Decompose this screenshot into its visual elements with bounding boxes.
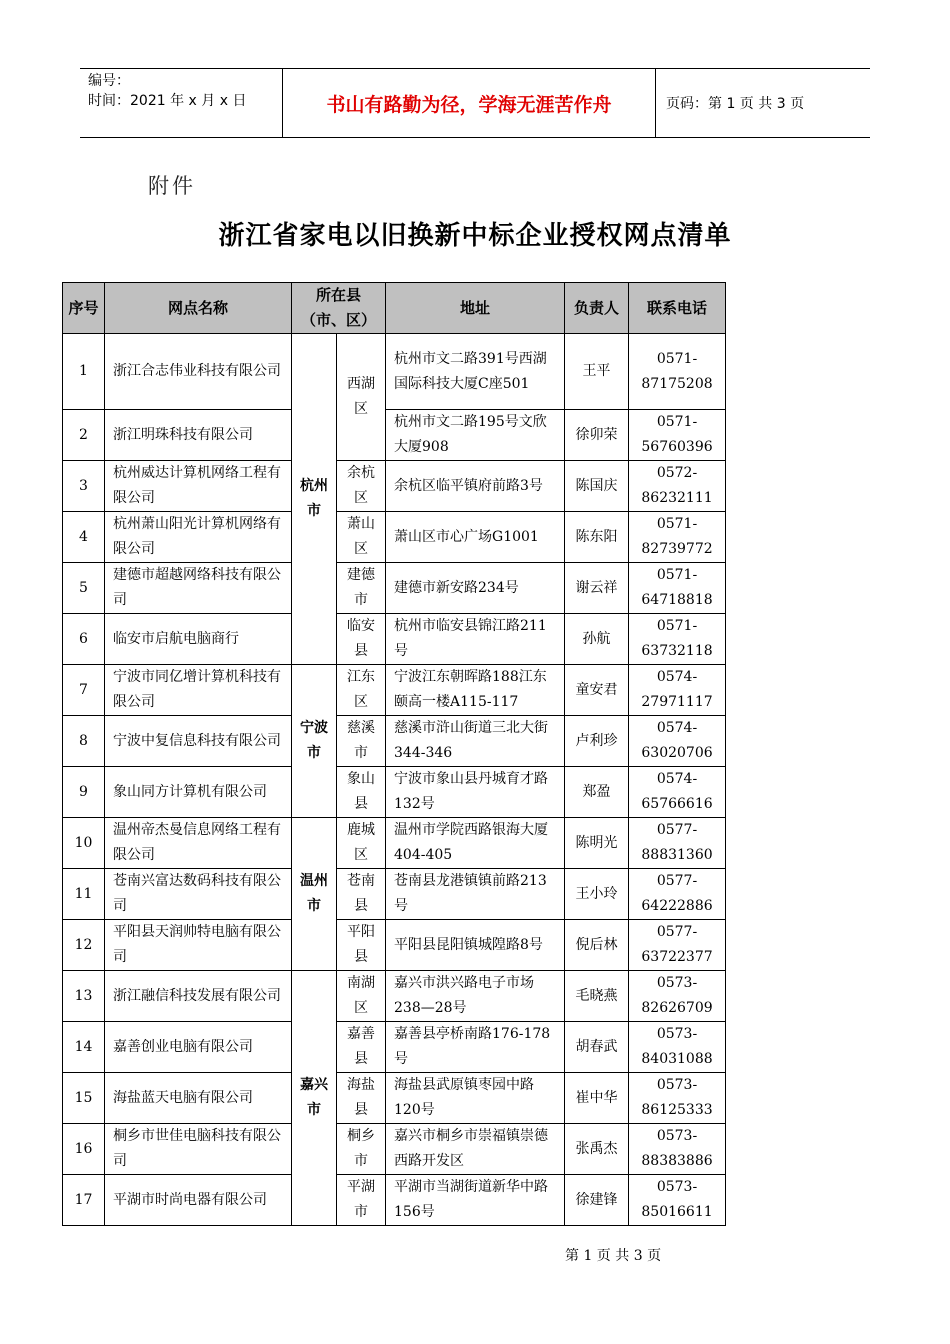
row-no: 12 bbox=[63, 920, 105, 971]
row-person: 徐建锋 bbox=[565, 1175, 629, 1226]
attachment-label: 附件 bbox=[148, 174, 196, 198]
row-name: 苍南兴富达数码科技有限公司 bbox=[105, 869, 292, 920]
table-row bbox=[63, 869, 726, 920]
table-row bbox=[63, 1175, 726, 1226]
row-name: 杭州萧山阳光计算机网络有限公司 bbox=[105, 512, 292, 563]
row-phone: 0574-27971117 bbox=[629, 665, 726, 716]
row-name: 浙江明珠科技有限公司 bbox=[105, 410, 292, 461]
row-phone: 0571-87175208 bbox=[629, 334, 726, 410]
page-label: 页码：第 1 页 共 3 页 bbox=[666, 96, 805, 112]
row-address: 平阳县昆阳镇城隍路8号 bbox=[386, 920, 565, 971]
row-phone: 0574-65766616 bbox=[629, 767, 726, 818]
motto: 书山有路勤为径，学海无涯苦作舟 bbox=[282, 69, 656, 137]
row-person: 郑盈 bbox=[565, 767, 629, 818]
row-person: 谢云祥 bbox=[565, 563, 629, 614]
row-phone: 0573-85016611 bbox=[629, 1175, 726, 1226]
table-row bbox=[63, 716, 726, 767]
row-person: 童安君 bbox=[565, 665, 629, 716]
header-no: 序号 bbox=[63, 283, 105, 334]
row-address: 杭州市文二路391号西湖国际科技大厦C座501 bbox=[386, 334, 565, 410]
row-district: 慈溪市 bbox=[337, 716, 386, 767]
row-name: 宁波市同亿增计算机科技有限公司 bbox=[105, 665, 292, 716]
header-address: 地址 bbox=[386, 283, 565, 334]
row-phone: 0571-56760396 bbox=[629, 410, 726, 461]
row-address: 建德市新安路234号 bbox=[386, 563, 565, 614]
row-district: 江东区 bbox=[337, 665, 386, 716]
row-name: 海盐蓝天电脑有限公司 bbox=[105, 1073, 292, 1124]
row-no: 8 bbox=[63, 716, 105, 767]
table-row bbox=[63, 767, 726, 818]
table-header-row bbox=[63, 283, 726, 334]
row-district: 南湖区 bbox=[337, 971, 386, 1022]
row-address: 海盐县武原镇枣园中路120号 bbox=[386, 1073, 565, 1124]
page-header bbox=[80, 68, 870, 138]
row-no: 5 bbox=[63, 563, 105, 614]
table-row bbox=[63, 334, 726, 410]
row-address: 嘉兴市桐乡市崇福镇崇德西路开发区 bbox=[386, 1124, 565, 1175]
row-phone: 0573-84031088 bbox=[629, 1022, 726, 1073]
row-address: 嘉善县亭桥南路176-178号 bbox=[386, 1022, 565, 1073]
header-name: 网点名称 bbox=[105, 283, 292, 334]
table-row bbox=[63, 818, 726, 869]
row-person: 卢利珍 bbox=[565, 716, 629, 767]
row-district: 平阳县 bbox=[337, 920, 386, 971]
row-name: 杭州威达计算机网络工程有限公司 bbox=[105, 461, 292, 512]
row-no: 17 bbox=[63, 1175, 105, 1226]
row-person: 崔中华 bbox=[565, 1073, 629, 1124]
row-no: 16 bbox=[63, 1124, 105, 1175]
row-address: 杭州市临安县锦江路211号 bbox=[386, 614, 565, 665]
row-name: 浙江合志伟业科技有限公司 bbox=[105, 334, 292, 410]
row-address: 宁波江东朝晖路188江东颐高一楼A115-117 bbox=[386, 665, 565, 716]
row-name: 平湖市时尚电器有限公司 bbox=[105, 1175, 292, 1226]
row-district: 平湖市 bbox=[337, 1175, 386, 1226]
row-person: 张禹杰 bbox=[565, 1124, 629, 1175]
table-row bbox=[63, 1124, 726, 1175]
header-county: 所在县（市、区） bbox=[292, 283, 386, 334]
row-no: 10 bbox=[63, 818, 105, 869]
row-district: 象山县 bbox=[337, 767, 386, 818]
row-phone: 0573-88383886 bbox=[629, 1124, 726, 1175]
row-no: 14 bbox=[63, 1022, 105, 1073]
row-person: 孙航 bbox=[565, 614, 629, 665]
row-name: 温州帝杰曼信息网络工程有限公司 bbox=[105, 818, 292, 869]
row-district: 萧山区 bbox=[337, 512, 386, 563]
date-label: 时间：2021 年 x 月 x 日 bbox=[88, 93, 247, 109]
table-row bbox=[63, 512, 726, 563]
row-phone: 0577-64222886 bbox=[629, 869, 726, 920]
row-no: 4 bbox=[63, 512, 105, 563]
row-address: 余杭区临平镇府前路3号 bbox=[386, 461, 565, 512]
table-row bbox=[63, 920, 726, 971]
row-no: 2 bbox=[63, 410, 105, 461]
header-person: 负责人 bbox=[565, 283, 629, 334]
row-no: 9 bbox=[63, 767, 105, 818]
table-row bbox=[63, 1022, 726, 1073]
row-district: 西湖区 bbox=[337, 334, 386, 461]
row-no: 1 bbox=[63, 334, 105, 410]
row-name: 浙江融信科技发展有限公司 bbox=[105, 971, 292, 1022]
table-row bbox=[63, 665, 726, 716]
row-name: 嘉善创业电脑有限公司 bbox=[105, 1022, 292, 1073]
row-person: 陈国庆 bbox=[565, 461, 629, 512]
document-title: 浙江省家电以旧换新中标企业授权网点清单 bbox=[218, 221, 732, 251]
row-no: 3 bbox=[63, 461, 105, 512]
row-address: 萧山区市心广场G1001 bbox=[386, 512, 565, 563]
row-person: 陈东阳 bbox=[565, 512, 629, 563]
row-no: 6 bbox=[63, 614, 105, 665]
row-name: 宁波中复信息科技有限公司 bbox=[105, 716, 292, 767]
row-no: 13 bbox=[63, 971, 105, 1022]
row-person: 王小玲 bbox=[565, 869, 629, 920]
row-name: 建德市超越网络科技有限公司 bbox=[105, 563, 292, 614]
outlet-table bbox=[62, 282, 726, 1226]
table-row bbox=[63, 563, 726, 614]
table-row bbox=[63, 461, 726, 512]
row-district: 余杭区 bbox=[337, 461, 386, 512]
table-row bbox=[63, 971, 726, 1022]
row-no: 15 bbox=[63, 1073, 105, 1124]
row-district: 苍南县 bbox=[337, 869, 386, 920]
row-person: 倪后林 bbox=[565, 920, 629, 971]
row-address: 嘉兴市洪兴路电子市场238—28号 bbox=[386, 971, 565, 1022]
row-name: 平阳县天润帅特电脑有限公司 bbox=[105, 920, 292, 971]
row-person: 毛晓燕 bbox=[565, 971, 629, 1022]
row-district: 海盐县 bbox=[337, 1073, 386, 1124]
row-district: 桐乡市 bbox=[337, 1124, 386, 1175]
row-phone: 0571-63732118 bbox=[629, 614, 726, 665]
row-address: 杭州市文二路195号文欣大厦908 bbox=[386, 410, 565, 461]
row-phone: 0572-86232111 bbox=[629, 461, 726, 512]
row-address: 平湖市当湖街道新华中路156号 bbox=[386, 1175, 565, 1226]
header-meta bbox=[80, 69, 282, 137]
row-phone: 0573-82626709 bbox=[629, 971, 726, 1022]
row-district: 临安县 bbox=[337, 614, 386, 665]
code-label: 编号： bbox=[88, 73, 130, 89]
row-phone: 0571-82739772 bbox=[629, 512, 726, 563]
row-phone: 0577-88831360 bbox=[629, 818, 726, 869]
row-person: 王平 bbox=[565, 334, 629, 410]
row-person: 徐卯荣 bbox=[565, 410, 629, 461]
city-cell: 温州市 bbox=[292, 818, 337, 971]
row-address: 宁波市象山县丹城育才路132号 bbox=[386, 767, 565, 818]
table-row bbox=[63, 1073, 726, 1124]
row-person: 胡春武 bbox=[565, 1022, 629, 1073]
page-footer: 第 1 页 共 3 页 bbox=[565, 1248, 662, 1264]
table-row bbox=[63, 410, 726, 461]
row-address: 慈溪市浒山街道三北大街344-346 bbox=[386, 716, 565, 767]
city-cell: 宁波市 bbox=[292, 665, 337, 818]
row-person: 陈明光 bbox=[565, 818, 629, 869]
city-cell: 嘉兴市 bbox=[292, 971, 337, 1226]
row-address: 苍南县龙港镇镇前路213号 bbox=[386, 869, 565, 920]
row-phone: 0571-64718818 bbox=[629, 563, 726, 614]
table-row bbox=[63, 614, 726, 665]
city-cell: 杭州市 bbox=[292, 334, 337, 665]
row-phone: 0577-63722377 bbox=[629, 920, 726, 971]
row-name: 临安市启航电脑商行 bbox=[105, 614, 292, 665]
row-name: 桐乡市世佳电脑科技有限公司 bbox=[105, 1124, 292, 1175]
row-phone: 0574-63020706 bbox=[629, 716, 726, 767]
row-district: 嘉善县 bbox=[337, 1022, 386, 1073]
row-no: 7 bbox=[63, 665, 105, 716]
row-district: 建德市 bbox=[337, 563, 386, 614]
header-phone: 联系电话 bbox=[629, 283, 726, 334]
row-no: 11 bbox=[63, 869, 105, 920]
row-phone: 0573-86125333 bbox=[629, 1073, 726, 1124]
row-name: 象山同方计算机有限公司 bbox=[105, 767, 292, 818]
row-district: 鹿城区 bbox=[337, 818, 386, 869]
row-address: 温州市学院西路银海大厦404-405 bbox=[386, 818, 565, 869]
